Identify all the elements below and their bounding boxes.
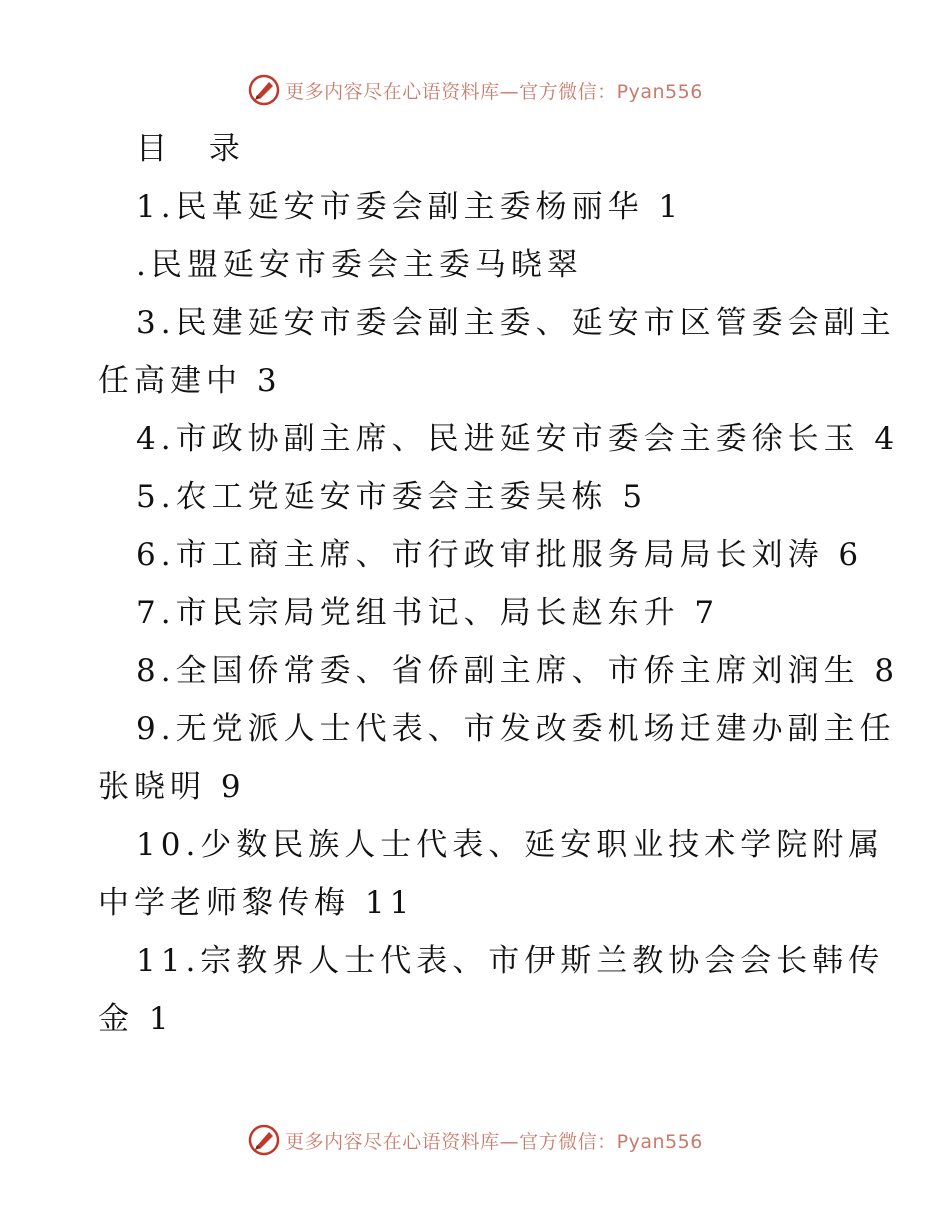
toc-line: 8.全国侨常委、省侨副主席、市侨主席刘润生 8 <box>136 653 900 689</box>
footer-watermark <box>0 1118 950 1162</box>
pen-logo-icon <box>247 1123 281 1157</box>
toc-line: 中学老师黎传梅 11 <box>98 885 415 921</box>
header-watermark <box>0 68 950 112</box>
pen-logo-icon <box>247 73 281 107</box>
toc-line: 5.农工党延安市委会主委吴栋 5 <box>136 479 648 515</box>
toc-line: .民盟延安市委会主委马晓翠 <box>136 247 583 283</box>
toc-title: 目 录 <box>136 131 256 167</box>
watermark-text: 更多内容尽在心语资料库—官方微信：Pyan556 <box>285 1130 703 1153</box>
toc-line: 10.少数民族人士代表、延安职业技术学院附属 <box>136 827 885 863</box>
toc-line: 任高建中 3 <box>98 363 282 399</box>
toc-line: 金 1 <box>98 1001 174 1037</box>
toc-line: 4.市政协副主席、民进延安市委会主委徐长玉 4 <box>136 421 900 457</box>
toc-line: 11.宗教界人士代表、市伊斯兰教协会会长韩传 <box>136 943 885 979</box>
toc-line: 9.无党派人士代表、市发改委机场迁建办副主任 <box>136 711 896 747</box>
toc-list <box>98 178 900 1048</box>
toc-line: 6.市工商主席、市行政审批服务局局长刘涛 6 <box>136 537 864 573</box>
watermark-text: 更多内容尽在心语资料库—官方微信：Pyan556 <box>285 80 703 103</box>
toc-line: 1.民革延安市委会副主委杨丽华 1 <box>136 189 684 225</box>
document-body <box>98 120 900 1048</box>
toc-line: 张晓明 9 <box>98 769 246 805</box>
toc-line: 3.民建延安市委会副主委、延安市区管委会副主 <box>136 305 896 341</box>
toc-line: 7.市民宗局党组书记、局长赵东升 7 <box>136 595 720 631</box>
